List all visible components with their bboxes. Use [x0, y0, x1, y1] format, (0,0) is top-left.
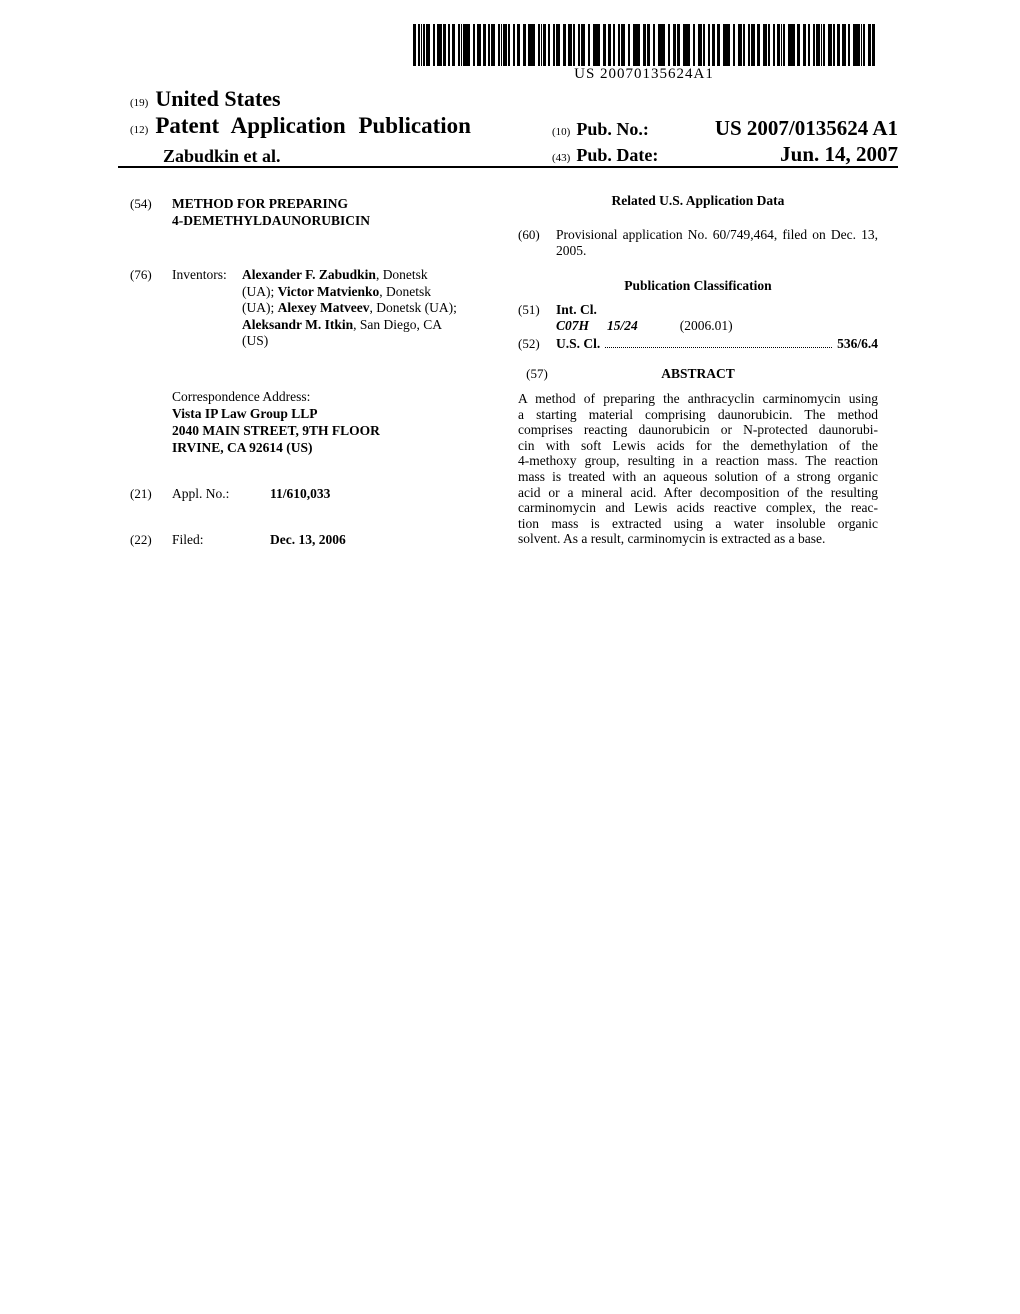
country-name: United States — [155, 86, 281, 111]
barcode-number: US 20070135624A1 — [574, 66, 714, 82]
provisional-text: Provisional application No. 60/749,464, filed on Dec. 13, 2005. — [556, 227, 878, 258]
inventor-line — [242, 284, 457, 301]
inventor-post: , Donetsk (UA); — [369, 300, 457, 315]
inventor-pre: (UA); — [242, 283, 278, 299]
int-cl-subclass: 15/24 — [607, 318, 638, 333]
inventors-field — [130, 267, 506, 350]
abstract-line: tion mass is extracted using a water insoluble organic — [518, 515, 878, 531]
ref-code-52: (52) — [518, 336, 540, 351]
ref-code-51: (51) — [518, 302, 540, 317]
inventor-line — [242, 267, 457, 284]
int-cl-label: Int. Cl. — [556, 302, 597, 317]
ref-code-21: (21) — [130, 485, 152, 501]
left-column — [130, 196, 506, 549]
inventors-label: Inventors: — [172, 267, 227, 282]
abstract-line: carminomycin and Lewis acids reactive complex, the reac- — [518, 500, 878, 516]
abstract-line: comprises reacting daunorubicin or N-protected daunorubi- — [518, 422, 878, 438]
applicant-name: Zabudkin et al. — [163, 146, 281, 166]
inventor-name: Aleksandr M. Itkin — [242, 316, 354, 332]
pub-date-value: Jun. 14, 2007 — [780, 142, 898, 166]
int-cl-class: C07H — [556, 318, 590, 333]
dot-leader — [605, 347, 832, 348]
abstract-heading-row — [518, 366, 878, 382]
correspondence-label: Correspondence Address: — [172, 388, 311, 404]
int-cl-field — [518, 302, 878, 334]
filed-date-body — [172, 532, 506, 549]
abstract-line: acid or a mineral acid. After decomposition of the resulting — [518, 484, 878, 500]
ref-code-10: (10) — [552, 126, 571, 138]
publication-classification-heading: Publication Classification — [624, 278, 772, 293]
ref-code-43: (43) — [552, 152, 571, 164]
abstract-line: A method of preparing the anthracyclin carminomycin using — [518, 391, 878, 406]
inventor-line — [242, 317, 457, 334]
appl-no-label: Appl. No.: — [172, 485, 230, 501]
us-cl-value: 536/6.4 — [837, 336, 878, 351]
title-field — [130, 196, 506, 229]
abstract-line: solvent. As a result, carminomycin is extracted as a base. — [518, 531, 826, 547]
publication-date-row — [552, 142, 898, 167]
inventor-post: , San Diego, CA — [353, 316, 443, 332]
int-cl-class-line — [556, 318, 878, 334]
title-line-2: 4-DEMETHYLDAUNORUBICIN — [172, 212, 371, 228]
inventor-line — [242, 300, 457, 317]
publication-kind: Patent Application Publication — [155, 113, 471, 138]
correspondence-line: Vista IP Law Group LLP — [172, 405, 318, 421]
abstract-line: 4-methoxy group, resulting in a reaction mass. The reaction — [518, 453, 878, 469]
inventor-post: , Donetsk — [379, 283, 431, 299]
int-cl-body — [556, 302, 878, 334]
appl-no-value: 11/610,033 — [270, 485, 331, 501]
pub-no-label: Pub. No.: — [576, 119, 649, 139]
title-line-1: METHOD FOR PREPARING — [172, 196, 348, 211]
filed-label: Filed: — [172, 532, 204, 547]
correspondence-line: IRVINE, CA 92614 (US) — [172, 439, 313, 455]
inventor-name: Victor Matvienko — [277, 283, 380, 299]
pub-no-label-group — [552, 119, 649, 140]
abstract-heading: ABSTRACT — [661, 366, 735, 381]
inventor-name: Alexander F. Zabudkin — [242, 267, 376, 282]
us-cl-field — [518, 336, 878, 352]
pub-date-label: Pub. Date: — [576, 145, 659, 165]
abstract-line: cin with soft Lewis acids for the demethylation of the — [518, 437, 878, 453]
ref-code-76: (76) — [130, 267, 152, 282]
related-data-heading: Related U.S. Application Data — [611, 193, 785, 208]
ref-code-57: (57) — [526, 366, 548, 381]
ref-code-19: (19) — [130, 97, 149, 109]
provisional-field — [518, 227, 878, 259]
header-kind — [130, 113, 471, 139]
inventor-pre: (US) — [242, 333, 269, 348]
pub-no-value: US 2007/0135624 A1 — [714, 116, 898, 140]
int-cl-version: (2006.01) — [679, 318, 733, 333]
inventors-list — [242, 267, 457, 350]
header-divider — [118, 166, 898, 168]
invention-title — [172, 196, 506, 229]
us-cl-label: U.S. Cl. — [556, 336, 601, 351]
inventors-wrap — [172, 267, 506, 350]
filed-value: Dec. 13, 2006 — [270, 532, 346, 547]
inventor-post: , Donetsk — [375, 267, 428, 282]
abstract-line: a starting material comprising daunorubicin. The method — [518, 406, 878, 422]
correspondence-address — [172, 388, 506, 456]
application-number-field — [130, 486, 506, 503]
barcode-icon — [413, 24, 875, 66]
abstract-paragraph — [518, 391, 878, 547]
pub-date-label-group — [552, 145, 658, 166]
ref-code-22: (22) — [130, 532, 152, 547]
abstract-line: mass is treated with an aqueous solution of a strong organic — [518, 468, 878, 484]
header-country — [130, 86, 281, 112]
inventor-name: Alexey Matveev — [277, 300, 370, 315]
ref-code-60: (60) — [518, 227, 540, 242]
right-column — [518, 193, 878, 547]
inventor-line — [242, 333, 457, 350]
inventors-body — [172, 267, 506, 350]
ref-code-12: (12) — [130, 124, 149, 136]
inventor-pre: (UA); — [242, 300, 278, 315]
publication-number-row — [552, 116, 898, 141]
application-number-body — [172, 486, 506, 503]
filed-date-field — [130, 532, 506, 549]
ref-code-54: (54) — [130, 196, 152, 211]
correspondence-line: 2040 MAIN STREET, 9TH FLOOR — [172, 422, 380, 438]
